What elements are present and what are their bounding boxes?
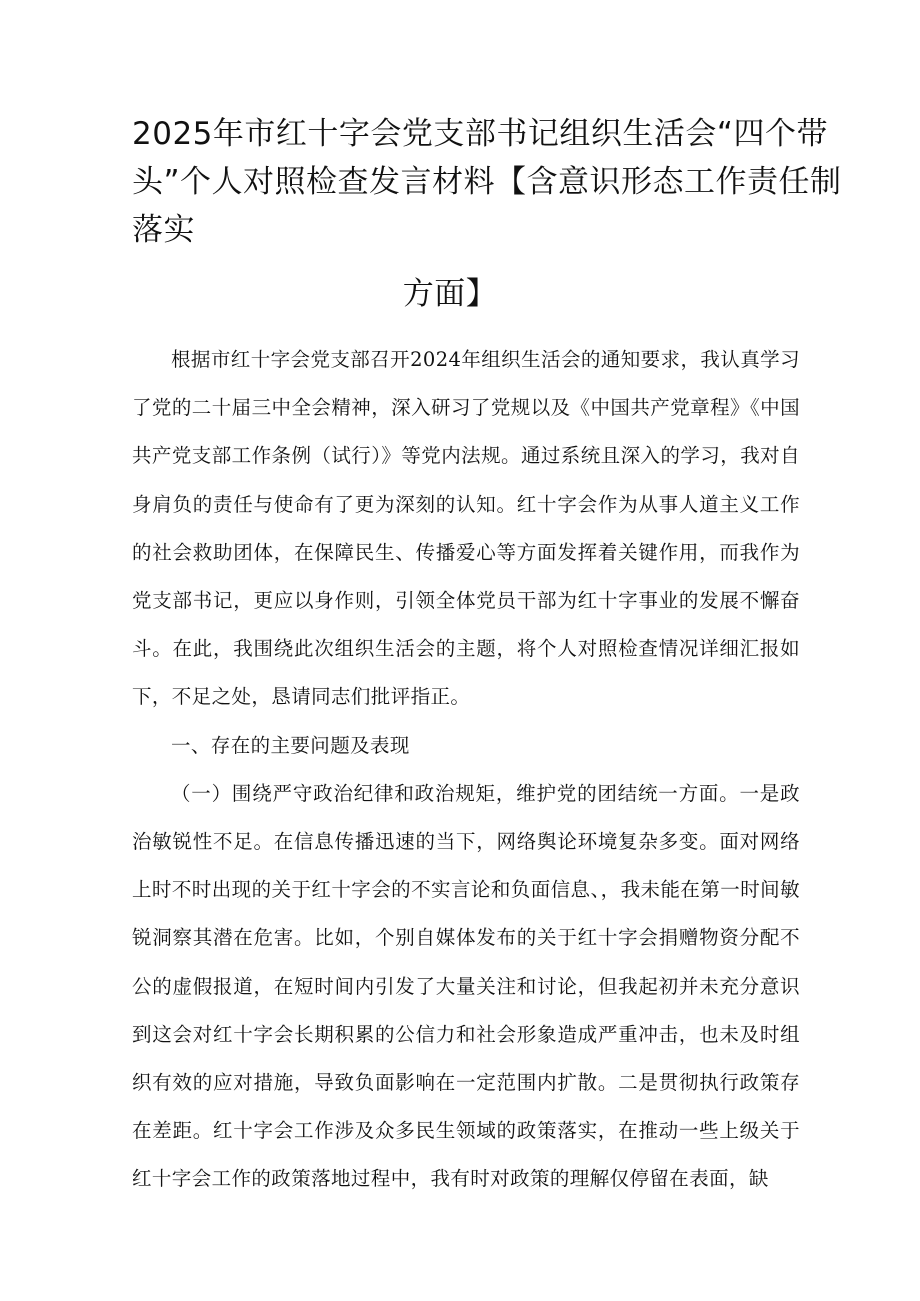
title-line-3: 落实 bbox=[132, 212, 195, 248]
section-paragraph: （一）围绕严守政治纪律和政治规矩，维护党的团结统一方面。一是政治敏锐性不足。在信息传播迅速的当下，网络舆论环境复杂多变。面对网络上时不时出现的关于红十字会的不实言论和负面信息、，我未能在第一时间敏锐洞察其潜在危害。比如，个别自媒体发布的关于红十字会捐赠物资分配不公的虚假报道，在短时间内引发了大量关注和讨论，但我起初并未充分意识到这会对红十字会长期积累的公信力和社会形象造成严重冲击，也未及时组织有效的应对措施，导致负面影响在一定范围内扩散。二是贯彻执行政策存在差距。红十字会工作涉及众多民生领域的政策落实，在推动一些上级关于红十字会工作的政策落地过程中，我有时对政策的理解仅停留在表面，缺 bbox=[132, 781, 800, 1191]
document-title bbox=[132, 110, 842, 318]
document-body bbox=[132, 336, 800, 1204]
intro-paragraph: 根据市红十字会党支部召开2024年组织生活会的通知要求，我认真学习了党的二十届三中全会精神，深入研习了党规以及《中国共产党章程》《中国共产党支部工作条例（试行）》等党内法规。通过系统且深入的学习，我对自身肩负的责任与使命有了更为深刻的认知。红十字会作为从事人道主义工作的社会救助团体，在保障民生、传播爱心等方面发挥着关键作用，而我作为党支部书记，更应以身作则，引领全体党员干部为红十字事业的发展不懈奋斗。在此，我围绕此次组织生活会的主题，将个人对照检查情况详细汇报如下，不足之处，恳请同志们批评指正。 bbox=[132, 348, 800, 709]
section-heading: 一、存在的主要问题及表现 bbox=[171, 733, 410, 757]
title-line-2: 头”个人对照检查发言材料【含意识形态工作责任制 bbox=[132, 164, 842, 200]
title-line-1: 2025年市红十字会党支部书记组织生活会“四个带 bbox=[132, 116, 828, 152]
title-tail: 方面】 bbox=[402, 276, 498, 312]
